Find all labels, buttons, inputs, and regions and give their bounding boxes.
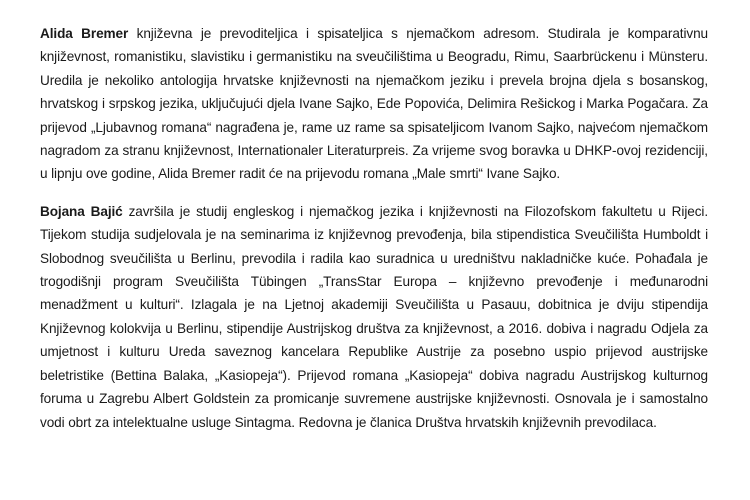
text-line: Književnog kolokvija u Berlinu, stipendije Austrijskog društva za književnost, a 2016. dobiva i nagradu Odjela za	[40, 320, 708, 336]
text-line: vodi obrt za intelektualne usluge Sintagma. Redovna je članica Društva hrvatskih književnih prevodilaca.	[40, 414, 657, 430]
person-name: Alida Bremer	[40, 26, 129, 41]
text-line: Uredila je nekoliko antologija hrvatske književnosti na njemačkom jeziku i prevela brojna djela s bosanskog,	[40, 72, 708, 88]
text-line: hrvatskog i srpskog jezika, uključujući djela Ivane Sajko, Ede Popovića, Delimira Rešickog i Marka Pogačara. Za	[40, 96, 708, 112]
text-line: umjetnost i kulturu Ureda saveznog kancelara Republike Austrije za posebno uspio prijevod austrijske	[40, 344, 708, 360]
text-line: trogodišnji program Sveučilišta Tübingen „TransStar Europa – književno prevođenje i međunarodni	[40, 274, 708, 290]
text-line: Tijekom studija sudjelovala je na seminarima iz književnog prevođenja, bila stipendistica Sveučilišta Humboldt i	[40, 227, 708, 243]
text-line: u lipnju ove godine, Alida Bremer radit će na prijevodu romana „Male smrti“ Ivane Sajko.	[40, 166, 561, 182]
text-line: Alida Bremer književna je prevoditeljica i spisateljica s njemačkom adresom. Studirala je komparativnu	[40, 26, 708, 41]
text-line: menadžment u kulturi“. Izlagala je na Ljetnoj akademiji Sveučilišta u Pasauu, dobitnica je dviju stipendija	[40, 297, 708, 313]
text-line: prijevod „Ljubavnog romana“ nagrađena je, rame uz rame sa spisateljicom Ivanom Sajko, najvećom njemačkom	[40, 119, 708, 135]
text-line: Bojana Bajić završila je studij engleskog i njemačkog jezika i književnosti na Filozofskom fakultetu u Rijeci.	[40, 203, 708, 219]
text-line: foruma u Zagrebu Albert Goldstein za promicanje suvremene austrijske književnosti. Osnovala je i samostalno	[40, 391, 708, 407]
text-line: beletristike (Bettina Balaka, „Kasiopeja“). Prijevod romana „Kasiopeja“ dobiva nagradu Austrijskog kulturnog	[40, 367, 708, 383]
text-line: književnost, romanistiku, slavistiku i germanistiku na sveučilištima u Beogradu, Rimu, Saarbrückenu i Münsteru.	[40, 49, 708, 65]
bio-paragraph-bojana-bajic	[40, 200, 708, 434]
person-name: Bojana Bajić	[40, 203, 123, 219]
bio-paragraph-alida-bremer	[40, 22, 708, 186]
document-page	[40, 22, 708, 434]
text-line: Slobodnog sveučilišta u Berlinu, prevodila i radila kao suradnica u uredništvu nakladničke kuće. Pohađala je	[40, 250, 708, 266]
text-line: nagradom za stranu književnost, Internationaler Literaturpreis. Za vrijeme svog boravka u DHKP-ovoj rezidenciji,	[40, 143, 708, 159]
